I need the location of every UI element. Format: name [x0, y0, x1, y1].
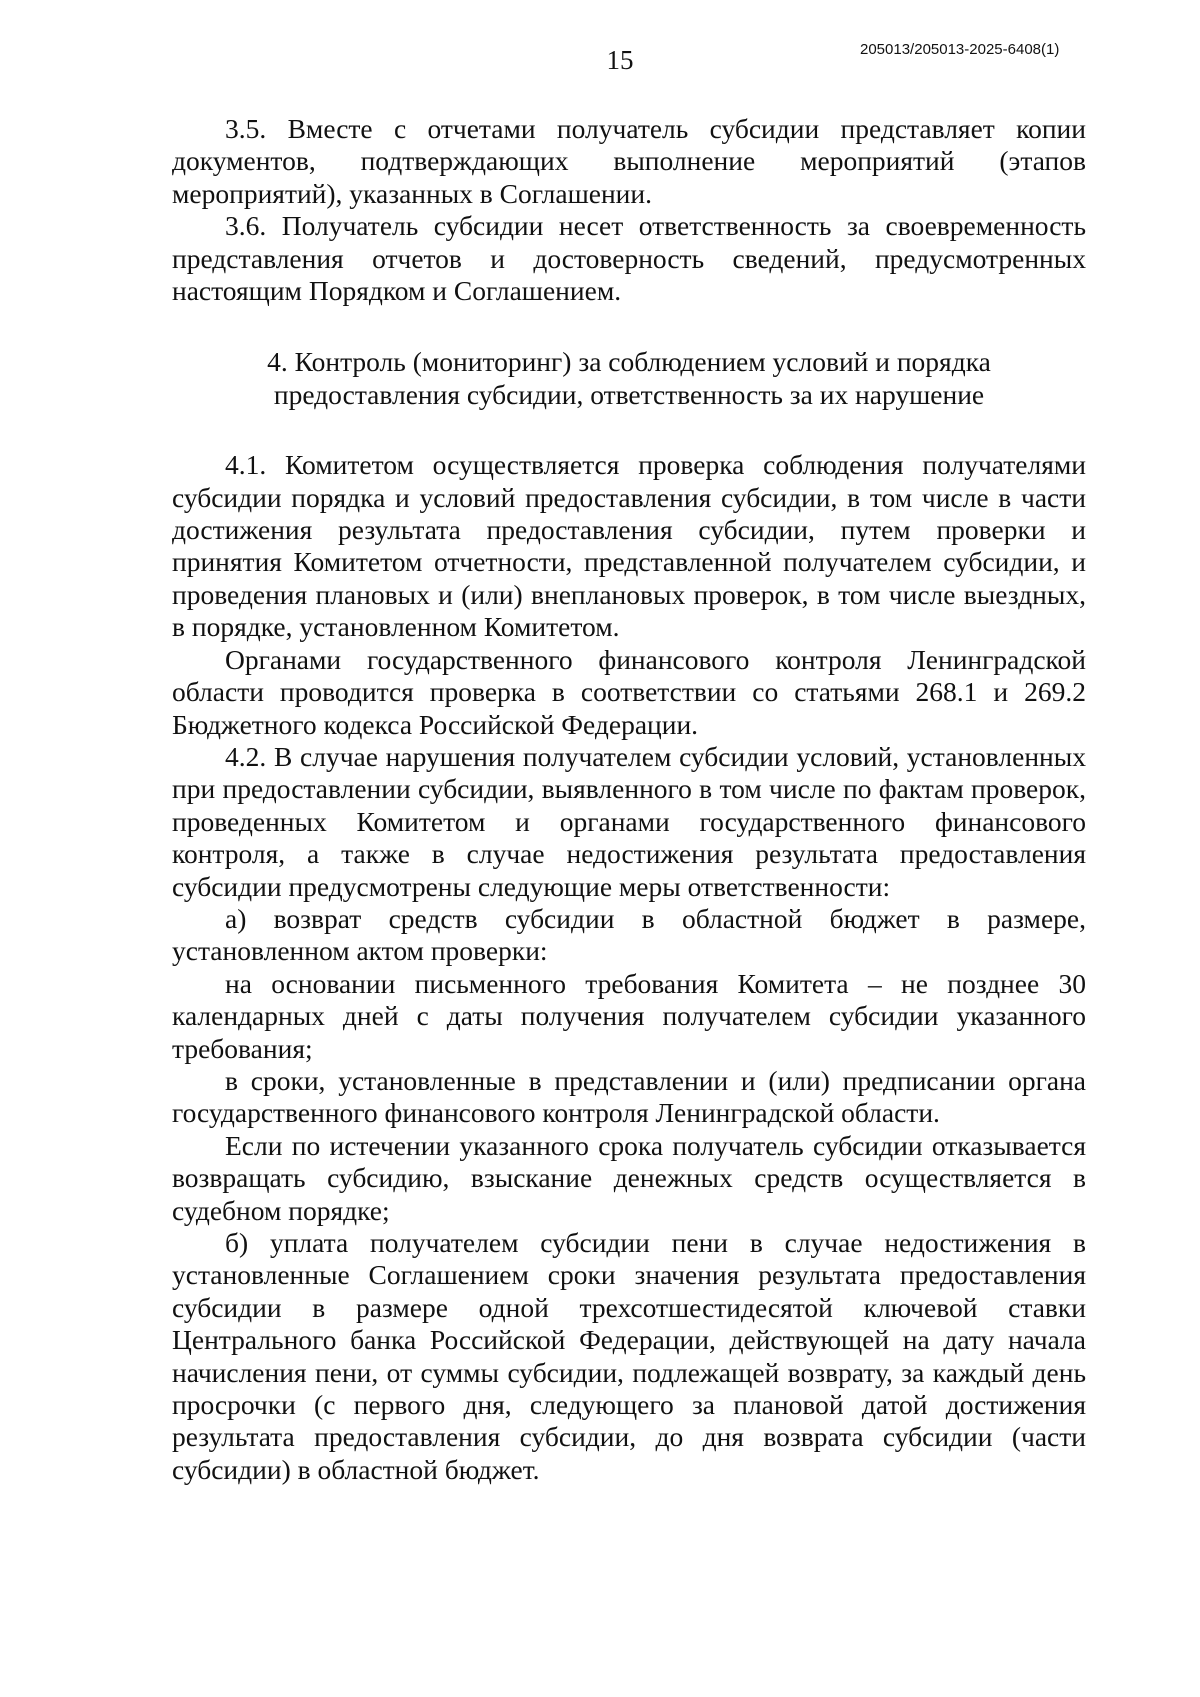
paragraph-4-2: 4.2. В случае нарушения получателем субсидии условий, установленных при предоставлении субсидии, выявленного в том числе по фактам проверок, проведенных Комитетом и органами государственного финансового контроля, а также в случае недостижения результата предоставления субсидии предусмотрены следующие меры ответственности:: [172, 740, 1086, 902]
paragraph-3-6: 3.6. Получатель субсидии несет ответственность за своевременность представления отчетов и достоверность сведений, предусмотренных настоящим Порядком и Соглашением.: [172, 210, 1086, 307]
paragraph-4-2-a-court: Если по истечении указанного срока получатель субсидии отказывается возвращать субсидию, взыскание денежных средств осуществляется в судебном порядке;: [172, 1129, 1086, 1226]
document-body: [172, 113, 1086, 1486]
section-4-heading: 4. Контроль (мониторинг) за соблюдением условий и порядка предоставления субсидии, ответственность за их нарушение: [267, 346, 991, 410]
page-number: 15: [606, 45, 634, 75]
paragraph-4-2-b: б) уплата получателем субсидии пени в случае недостижения в установленные Соглашением сроки значения результата предоставления субсидии в размере одной трехсотшестидесятой ключевой ставки Центрального банка Российской Федерации, действующей на дату начала начисления пени, от суммы субсидии, подлежащей возврату, за каждый день просрочки (с первого дня, следующего за плановой датой достижения результата предоставления субсидии, до дня возврата субсидии (части субсидии) в областной бюджет.: [172, 1227, 1086, 1485]
paragraph-4-2-a: а) возврат средств субсидии в областной бюджет в размере, установленном актом проверки:: [172, 902, 1086, 967]
paragraph-3-5: 3.5. Вместе с отчетами получатель субсидии представляет копии документов, подтверждающих выполнение мероприятий (этапов мероприятий), указанных в Соглашении.: [172, 113, 1086, 209]
paragraph-4-2-a-written-demand: на основании письменного требования Комитета – не позднее 30 календарных дней с даты получения получателем субсидии указанного требования;: [172, 967, 1086, 1064]
paragraph-4-1-state-control: Органами государственного финансового контроля Ленинградской области проводится проверка в соответствии со статьями 268.1 и 269.2 Бюджетного кодекса Российской Федерации.: [172, 643, 1086, 740]
paragraph-4-2-a-deadlines: в сроки, установленные в представлении и (или) предписании органа государственного финансового контроля Ленинградской области.: [172, 1064, 1086, 1129]
document-id: 205013/205013-2025-6408(1): [860, 41, 1060, 58]
paragraph-4-1: 4.1. Комитетом осуществляется проверка соблюдения получателями субсидии порядка и условий предоставления субсидии, в том числе в части достижения результата предоставления субсидии, путем проверки и принятия Комитетом отчетности, представленной получателем субсидии, и проведения плановых и (или) внеплановых проверок, в том числе выездных, в порядке, установленном Комитетом.: [172, 449, 1086, 643]
